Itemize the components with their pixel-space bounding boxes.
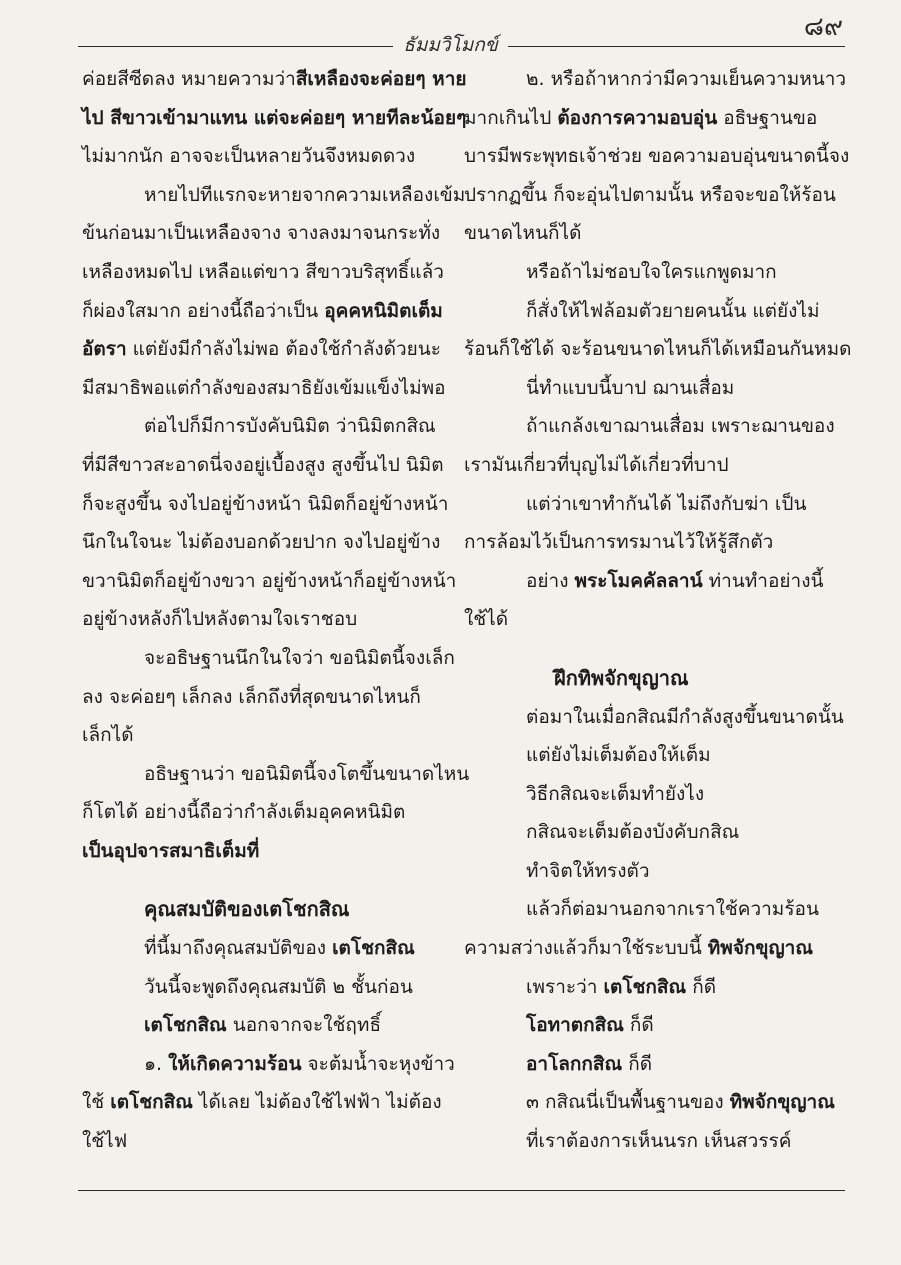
text-run: ก็ดี	[622, 1052, 653, 1075]
text-line	[464, 292, 830, 331]
text-run: หรือถ้าไม่ชอบใจใครแกพูดมาก	[526, 260, 777, 283]
text-line	[464, 330, 852, 369]
text-run: ก็ดี	[623, 1014, 654, 1037]
text-line	[464, 562, 830, 601]
text-line	[464, 523, 830, 562]
text-line	[464, 1045, 830, 1084]
section-heading	[82, 890, 444, 929]
bold-text: เตโชกสิณ	[144, 1014, 227, 1037]
text-line	[464, 698, 844, 737]
text-run: ก็ผ่องใสมาก อย่างนี้ถือว่าเป็น	[82, 299, 325, 322]
text-line	[82, 137, 444, 176]
text-run: อธิษฐานขอ	[717, 106, 818, 129]
text-run: ข้นก่อนมาเป็นเหลืองจาง จางลงมาจนกระทั่ง	[82, 222, 441, 245]
text-line	[464, 446, 830, 485]
text-line	[464, 1083, 835, 1122]
bold-text: สีเหลืองจะค่อยๆ หาย	[295, 68, 467, 90]
text-run: การล้อมไว้เป็นการทรมานไว้ให้รู้สึกตัว	[464, 531, 774, 554]
text-run: จะต้มน้ำจะหุงข้าว	[301, 1052, 455, 1075]
text-run: เล็กได้	[82, 724, 134, 747]
text-run: ใช้	[82, 1091, 111, 1114]
text-line	[464, 485, 830, 524]
bold-text: อัตรา	[82, 338, 127, 361]
text-line	[464, 60, 847, 99]
text-run: นี่ทำแบบนี้บาป ฌานเสื่อม	[526, 376, 735, 399]
bold-text: เตโชกสิณ	[110, 1091, 193, 1114]
text-line	[464, 137, 850, 176]
right-column	[464, 60, 852, 1161]
text-run: อย่าง	[526, 569, 575, 592]
bold-text: ทิพจักขุญาณ	[729, 1091, 835, 1114]
text-line	[82, 292, 444, 331]
bold-text: คุณสมบัติของเตโชกสิณ	[144, 897, 350, 922]
bold-text: ให้เกิดความร้อน	[168, 1052, 302, 1075]
text-run: ความสว่างแล้วก็มาใช้ระบบนี้	[464, 937, 708, 960]
text-run: แต่ยังมีกำลังไม่พอ ต้องใช้กำลังด้วยนะ	[126, 338, 441, 361]
text-run: แต่ว่าเขาทำกันได้ ไม่ถึงกับฆ่า เป็น	[526, 492, 807, 515]
bold-text: พระโมคคัลลาน์	[574, 569, 703, 592]
text-line	[82, 716, 444, 755]
text-run: ไม่มากนัก อาจจะเป็นหลายวันจึงหมดดวง	[82, 145, 416, 168]
text-line	[82, 1006, 444, 1045]
text-run: วิธีกสิณจะเต็มทำยังไง	[526, 782, 705, 805]
text-run: ต่อมาในเมื่อกสิณมีกำลังสูงขึ้นขนาดนั้น	[526, 705, 844, 728]
text-line	[464, 407, 835, 446]
text-run: ทำจิตให้ทรงตัว	[526, 859, 650, 882]
text-run: เพราะว่า	[526, 975, 604, 998]
text-run: หายไปทีแรกจะหายจากความเหลืองเข้ม	[144, 183, 466, 206]
text-line	[464, 968, 830, 1007]
text-run: นอกจากจะใช้ฤทธิ์	[226, 1014, 382, 1037]
text-run: ขวานิมิตก็อยู่ข้างขวา อยู่ข้างหน้าก็อยู่ข้างหน้า	[82, 569, 457, 592]
text-run: ต่อไปก็มีการบังคับนิมิต ว่านิมิตกสิณ	[144, 415, 436, 438]
paragraph-gap	[82, 870, 444, 890]
text-line	[464, 253, 830, 292]
text-line	[82, 330, 444, 369]
bold-text: โอทาตกสิณ	[526, 1014, 624, 1037]
text-line	[82, 99, 467, 138]
text-line	[82, 60, 467, 99]
text-run: ท่านทำอย่างนี้	[702, 569, 824, 592]
text-line	[82, 1083, 444, 1122]
text-line	[82, 968, 444, 1007]
bold-text: อุคคหนิมิตเต็ม	[324, 299, 443, 322]
text-line	[464, 369, 830, 408]
section-heading	[464, 659, 830, 698]
text-run: ๑.	[144, 1052, 169, 1075]
text-line	[464, 813, 830, 852]
text-run: ร้อนก็ใช้ได้ จะร้อนขนาดไหนก็ได้เหมือนกันหมด	[464, 338, 852, 361]
text-line	[82, 678, 444, 717]
text-run: ปรากฏขึ้น ก็จะอุ่นไปตามนั้น หรือจะขอให้ร้อน	[464, 183, 836, 206]
text-line	[464, 1006, 830, 1045]
text-line	[82, 639, 455, 678]
text-run: อธิษฐานว่า ขอนิมิตนี้จงโตขึ้นขนาดไหน	[144, 762, 470, 785]
text-line	[82, 929, 444, 968]
text-line	[82, 755, 470, 794]
text-run: บารมีพระพุทธเจ้าช่วย ขอความอบอุ่นขนาดนี้จง	[464, 145, 850, 168]
text-line	[82, 793, 444, 832]
text-run: มีสมาธิพอแต่กำลังของสมาธิยังเข้มแข็งไม่พอ	[82, 376, 446, 399]
text-run: ใช้ไฟ	[82, 1130, 128, 1153]
text-line	[464, 176, 836, 215]
bold-text: ฝึกทิพจักขุญาณ	[554, 665, 689, 690]
text-line	[82, 214, 444, 253]
text-run: กสิณจะเต็มต้องบังคับกสิณ	[526, 821, 740, 844]
text-line	[82, 253, 444, 292]
bold-text: เป็นอุปจารสมาธิเต็มที่	[82, 839, 260, 862]
text-run: ขนาดไหนก็ได้	[464, 222, 582, 245]
text-run: ก็โตได้ อย่างนี้ถือว่ากำลังเต็มอุคคหนิมิต	[82, 801, 406, 824]
text-run: จะอธิษฐานนึกในใจว่า ขอนิมิตนี้จงเล็ก	[144, 646, 455, 669]
text-line	[82, 446, 444, 485]
text-line	[464, 214, 830, 253]
text-line	[464, 852, 830, 891]
text-line	[464, 600, 830, 639]
bold-text: ทิพจักขุญาณ	[707, 937, 813, 960]
text-line	[464, 929, 830, 968]
text-run: ที่มีสีขาวสะอาดนี่จงอยู่เบื้องสูง สูงขึ้นไป นิมิต	[82, 453, 444, 476]
text-run: ๒. หรือถ้าหากว่ามีความเย็นความหนาว	[526, 68, 847, 90]
text-line	[464, 890, 830, 929]
text-run: วันนี้จะพูดถึงคุณสมบัติ ๒ ชั้นก่อน	[144, 975, 413, 998]
text-run: ได้เลย ไม่ต้องใช้ไฟฟ้า ไม่ต้อง	[192, 1091, 442, 1114]
footer-rule	[78, 1190, 845, 1191]
text-run: นึกในใจนะ ไม่ต้องบอกด้วยปาก จงไปอยู่ข้าง	[82, 531, 441, 554]
text-line	[82, 369, 444, 408]
text-line	[82, 176, 466, 215]
running-title	[0, 30, 901, 60]
text-run: ที่นี้มาถึงคุณสมบัติของ	[144, 937, 333, 960]
left-column	[82, 60, 470, 1161]
text-run: เหลืองหมดไป เหลือแต่ขาว สีขาวบริสุทธิ์แล้ว	[82, 260, 444, 283]
text-run: เรามันเกี่ยวที่บุญไม่ได้เกี่ยวที่บาป	[464, 453, 729, 476]
text-line	[82, 1122, 444, 1161]
text-line	[82, 600, 444, 639]
text-run: ค่อยสีซีดลง หมายความว่า	[82, 68, 296, 90]
text-line	[82, 407, 444, 446]
bold-text: อาโลกกสิณ	[526, 1052, 623, 1075]
bold-text: ต้องการความอบอุ่น	[557, 106, 718, 129]
text-run: ก็สั่งให้ไฟล้อมตัวยายคนนั้น แต่ยังไม่	[526, 299, 820, 322]
text-line	[82, 562, 457, 601]
bold-text: เตโชกสิณ	[332, 937, 415, 960]
text-run: ลง จะค่อยๆ เล็กลง เล็กถึงที่สุดขนาดไหนก็	[82, 685, 421, 708]
text-run: ก็ดี	[686, 975, 717, 998]
text-line	[82, 1045, 455, 1084]
text-line	[82, 523, 444, 562]
text-line	[464, 1122, 830, 1161]
paragraph-gap	[464, 639, 830, 659]
running-title-text: ธัมมวิโมกข์	[393, 34, 508, 56]
text-run: แล้วก็ต่อมานอกจากเราใช้ความร้อน	[526, 898, 819, 921]
text-run: อยู่ข้างหลังก็ไปหลังตามใจเราชอบ	[82, 608, 358, 631]
text-run: ที่เราต้องการเห็นนรก เห็นสวรรค์	[526, 1130, 792, 1153]
text-run: ก็จะสูงขึ้น จงไปอยู่ข้างหน้า นิมิตก็อยู่ข้างหน้า	[82, 492, 449, 515]
text-run: แต่ยังไม่เต็มต้องให้เต็ม	[526, 744, 711, 767]
page-number: ๘๙	[803, 12, 843, 42]
text-run: ๓ กสิณนี่เป็นพื้นฐานของ	[526, 1091, 730, 1114]
text-line	[464, 736, 830, 775]
bold-text: เตโชกสิณ	[603, 975, 687, 998]
text-line	[464, 775, 830, 814]
text-line	[82, 485, 449, 524]
text-line	[82, 832, 444, 871]
text-run: ใช้ได้	[464, 608, 509, 631]
text-run: ถ้าแกล้งเขาฌานเสื่อม เพราะฌานของ	[526, 415, 835, 438]
bold-text: ไป สีขาวเข้ามาแทน แต่จะค่อยๆ หายทีละน้อยๆ	[82, 106, 467, 129]
text-run: มากเกินไป	[464, 106, 558, 129]
text-line	[464, 99, 830, 138]
